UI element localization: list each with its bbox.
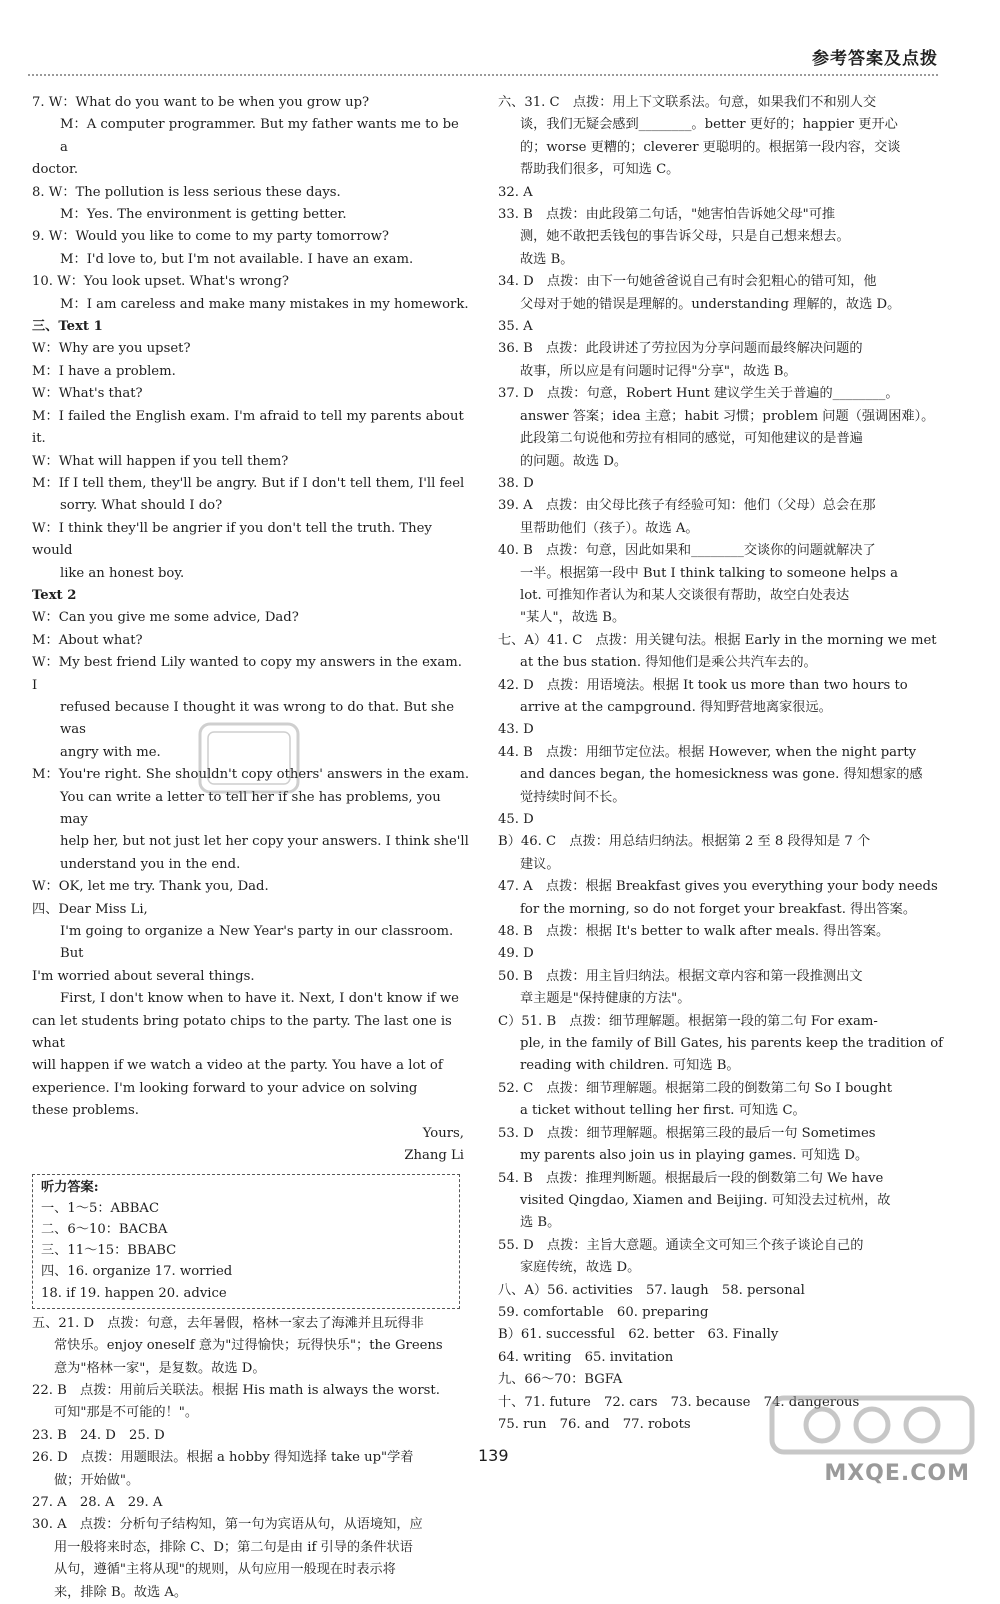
letter-signature: Zhang Li (404, 1148, 464, 1164)
right-line: 47. A 点拨：根据 Breakfast gives you everything your body needs (498, 879, 938, 895)
listening-box-title: 听力答案: (41, 1179, 99, 1195)
right-line: 十、71. future 72. cars 73. because 74. dangerous (498, 1394, 860, 1410)
left-line: understand you in the end. (60, 856, 241, 872)
left-line: 从句，遵循"主将从现"的规则，从句应用一般现在时表示将 (54, 1562, 396, 1578)
right-line: ple, in the family of Bill Gates, his parents keep the tradition of (520, 1036, 944, 1052)
section-heading: Text 2 (32, 587, 77, 603)
left-line: refused because I thought it was wrong to do that. But she was (60, 699, 455, 738)
listening-answer-line: 二、6～10：BACBA (41, 1221, 168, 1237)
left-line: these problems. (32, 1103, 139, 1119)
right-line: 36. B 点拨：此段讲述了劳拉因为分享问题而最终解决问题的 (498, 341, 863, 357)
left-line: M：I have a problem. (32, 363, 176, 379)
page-number: 139 (478, 1446, 509, 1465)
right-line: a ticket without telling her first. 可知选 C。 (520, 1103, 806, 1119)
right-line: 55. D 点拨：主旨大意题。通读全文可知三个孩子谈论自己的 (498, 1237, 864, 1253)
right-line: 35. A (498, 319, 533, 335)
left-line: M：You're right. She shouldn't copy others' answers in the exam. (32, 767, 470, 783)
right-line: 53. D 点拨：细节理解题。根据第三段的最后一句 Sometimes (498, 1125, 876, 1141)
right-line: 九、66～70：BGFA (498, 1372, 623, 1388)
left-line: angry with me. (60, 744, 161, 760)
right-line: 38. D (498, 475, 534, 491)
left-line: M：I'd love to, but I'm not available. I have an exam. (60, 251, 414, 267)
left-line: I'm worried about several things. (32, 968, 255, 984)
right-line: 里帮助他们（孩子）。故选 A。 (520, 520, 699, 536)
left-line: 10. W：You look upset. What's wrong? (32, 274, 289, 290)
right-line: my parents also join us in playing games. 可知选 D。 (520, 1148, 869, 1164)
right-line: 八、A）56. activities 57. laugh 58. personal (498, 1282, 805, 1298)
left-line: M：A computer programmer. But my father wants me to be a (60, 117, 459, 155)
right-line: 37. D 点拨：句意，Robert Hunt 建议学生关于普遍的________。 (498, 386, 899, 402)
left-line: help her, but not just let her copy your answers. I think she'll (60, 834, 469, 850)
left-line: 22. B 点拨：用前后关联法。根据 His math is always the worst. (32, 1382, 440, 1398)
right-line: 六、31. C 点拨：用上下文联系法。句意，如果我们不和别人交 (498, 95, 877, 110)
right-line: 测，她不敢把丢钱包的事告诉父母，只是自己想来想去。 (520, 229, 850, 245)
left-line: 可知"那是不可能的！"。 (54, 1405, 199, 1421)
right-line: 44. B 点拨：用细节定位法。根据 However, when the night party (498, 744, 917, 760)
left-line: You can write a letter to tell her if she has problems, you may (60, 789, 441, 827)
left-line: W：OK, let me try. Thank you, Dad. (32, 879, 269, 895)
right-line: 59. comfortable 60. preparing (498, 1304, 709, 1320)
left-line: 用一般将来时态，排除 C、D；第二句是由 if 引导的条件状语 (54, 1539, 413, 1555)
left-line: W：My best friend Lily wanted to copy my answers in the exam. I (32, 655, 462, 693)
header-title: 参考答案及点拨 (812, 49, 938, 69)
left-line: M：If I tell them, they'll be angry. But if I don't tell them, I'll feel (32, 475, 465, 491)
right-line: 49. D (498, 946, 534, 962)
right-line: 父母对于她的错误是理解的。understanding 理解的，故选 D。 (520, 296, 901, 312)
left-line: M：About what? (32, 632, 143, 648)
right-line: 章主题是"保持健康的方法"。 (520, 991, 691, 1007)
section-heading: 三、Text 1 (32, 319, 103, 335)
letter-closing: Yours, (422, 1125, 464, 1141)
right-line: 故事，所以应是有问题时记得"分享"，故选 B。 (520, 363, 797, 379)
right-line: 此段第二句说他和劳拉有相同的感觉，可知他建议的是普遍 (520, 431, 863, 447)
left-line: First, I don't know when to have it. Next, I don't know if we (60, 991, 459, 1007)
right-line: 33. B 点拨：由此段第二句话，"她害怕告诉她父母"可推 (498, 207, 836, 223)
right-line: 建议。 (520, 856, 560, 872)
right-line: 的问题。故选 D。 (520, 453, 628, 469)
listening-answers-box (32, 1174, 460, 1309)
right-line: answer 答案；idea 主意；habit 习惯；problem 问题（强调困难）。 (520, 408, 935, 424)
right-line: 的；worse 更糟的；cleverer 更聪明的。根据第一段内容，交谈 (520, 139, 901, 155)
right-line: 42. D 点拨：用语境法。根据 It took us more than two hours to (498, 677, 908, 693)
left-line: M：I failed the English exam. I'm afraid to tell my parents about it. (32, 408, 464, 447)
header-divider (28, 74, 938, 76)
right-line: 40. B 点拨：句意，因此如果和________交谈你的问题就解决了 (498, 543, 876, 559)
listening-answer-line: 四、16. organize 17. worried (41, 1264, 233, 1280)
left-line: M：Yes. The environment is getting better. (60, 207, 347, 223)
listening-answer-line: 18. if 19. happen 20. advice (41, 1285, 227, 1301)
left-line: 9. W：Would you like to come to my party tomorrow? (32, 229, 389, 245)
right-line: 七、A）41. C 点拨：用关键句法。根据 Early in the morning we met (498, 632, 937, 648)
right-line: 32. A (498, 184, 533, 200)
left-line: doctor. (32, 162, 79, 178)
stamp-seal-icon (194, 718, 304, 798)
left-line: 意为"格林一家"，是复数。故选 D。 (54, 1360, 266, 1376)
left-line: will happen if we watch a video at the party. You have a lot of (32, 1058, 443, 1074)
left-column (32, 92, 470, 1604)
right-line: 52. C 点拨：细节理解题。根据第二段的倒数第二句 So I bought (498, 1080, 893, 1096)
right-line: 45. D (498, 812, 534, 827)
right-line: lot. 可推知作者认为和某人交谈很有帮助，故空白处表达 (520, 587, 850, 603)
right-line: 故选 B。 (520, 251, 574, 267)
left-line: 7. W：What do you want to be when you grow up? (32, 95, 370, 110)
left-line: 四、Dear Miss Li, (32, 901, 148, 917)
watermark-text: MXQE.COM (824, 1461, 970, 1486)
left-line: 常快乐。enjoy oneself 意为"过得愉快；玩得快乐"；the Greens (54, 1338, 443, 1354)
right-line: 43. D (498, 722, 534, 738)
left-line: experience. I'm looking forward to your advice on solving (32, 1080, 418, 1096)
right-line: 54. B 点拨：推理判断题。根据最后一段的倒数第二句 We have (498, 1170, 884, 1186)
right-line: reading with children. 可知选 B。 (520, 1058, 740, 1074)
right-line: 帮助我们很多，可知选 C。 (520, 162, 680, 178)
left-line: like an honest boy. (60, 565, 185, 581)
left-line: 来，排除 B。故选 A。 (54, 1584, 188, 1600)
left-line: 30. A 点拨：分析句子结构知，第一句为宾语从句，从语境知，应 (32, 1517, 423, 1533)
left-line: M：I am careless and make many mistakes in my homework. (60, 296, 469, 312)
left-line: 23. B 24. D 25. D (32, 1427, 165, 1443)
right-line: at the bus station. 得知他们是乘公共汽车去的。 (520, 655, 817, 671)
right-line: 家庭传统，故选 D。 (520, 1260, 641, 1276)
left-line: 26. D 点拨：用题眼法。根据 a hobby 得知选择 take up"学着 (32, 1450, 414, 1466)
right-line: for the morning, so do not forget your breakfast. 得出答案。 (520, 901, 917, 917)
listening-answer-line: 一、1～5：ABBAC (41, 1200, 160, 1216)
right-line: 选 B。 (520, 1215, 561, 1231)
left-line: 8. W：The pollution is less serious these days. (32, 184, 341, 200)
right-column (498, 92, 946, 1436)
right-line: and dances began, the homesickness was gone. 得知想家的感 (520, 767, 923, 783)
left-line: W：What's that? (32, 386, 143, 402)
right-line: 觉持续时间不长。 (520, 789, 626, 805)
left-line: 27. A 28. A 29. A (32, 1494, 163, 1510)
right-line: 50. B 点拨：用主旨归纳法。根据文章内容和第一段推测出文 (498, 968, 863, 984)
right-line: C）51. B 点拨：细节理解题。根据第一段的第二句 For exam- (498, 1013, 878, 1029)
right-line: visited Qingdao, Xiamen and Beijing. 可知没去过杭州，故 (520, 1192, 891, 1208)
left-line: W：Why are you upset? (32, 341, 191, 357)
right-line: arrive at the campground. 得知野营地离家很远。 (520, 699, 832, 715)
right-line: 34. D 点拨：由下一句她爸爸说自己有时会犯粗心的错可知，他 (498, 274, 877, 290)
left-line: 做；开始做"。 (54, 1472, 140, 1488)
left-line: W：Can you give me some advice, Dad? (32, 610, 299, 626)
left-line: W：What will happen if you tell them? (32, 453, 289, 469)
right-line: 75. run 76. and 77. robots (498, 1416, 691, 1432)
right-line: B）46. C 点拨：用总结归纳法。根据第 2 至 8 段得知是 7 个 (498, 834, 871, 850)
left-line: I'm going to organize a New Year's party in our classroom. But (60, 924, 454, 962)
right-line: "某人"，故选 B。 (520, 610, 626, 626)
right-line: 谈，我们无疑会感到________。better 更好的；happier 更开心 (520, 117, 898, 133)
right-line: 64. writing 65. invitation (498, 1349, 674, 1365)
left-line: can let students bring potato chips to the party. The last one is what (32, 1013, 452, 1052)
left-line: W：I think they'll be angrier if you don't tell the truth. They would (32, 520, 432, 559)
left-line: sorry. What should I do? (60, 498, 223, 514)
right-line: 一半。根据第一段中 But I think talking to someone helps a (520, 565, 899, 581)
right-line: 39. A 点拨：由父母比孩子有经验可知：他们（父母）总会在那 (498, 498, 876, 514)
listening-answer-line: 三、11～15：BBABC (41, 1243, 177, 1259)
right-line: B）61. successful 62. better 63. Finally (498, 1327, 779, 1343)
right-line: 48. B 点拨：根据 It's better to walk after meals. 得出答案。 (498, 924, 890, 940)
left-line: 五、21. D 点拨：句意，去年暑假，格林一家去了海滩并且玩得非 (32, 1315, 424, 1331)
